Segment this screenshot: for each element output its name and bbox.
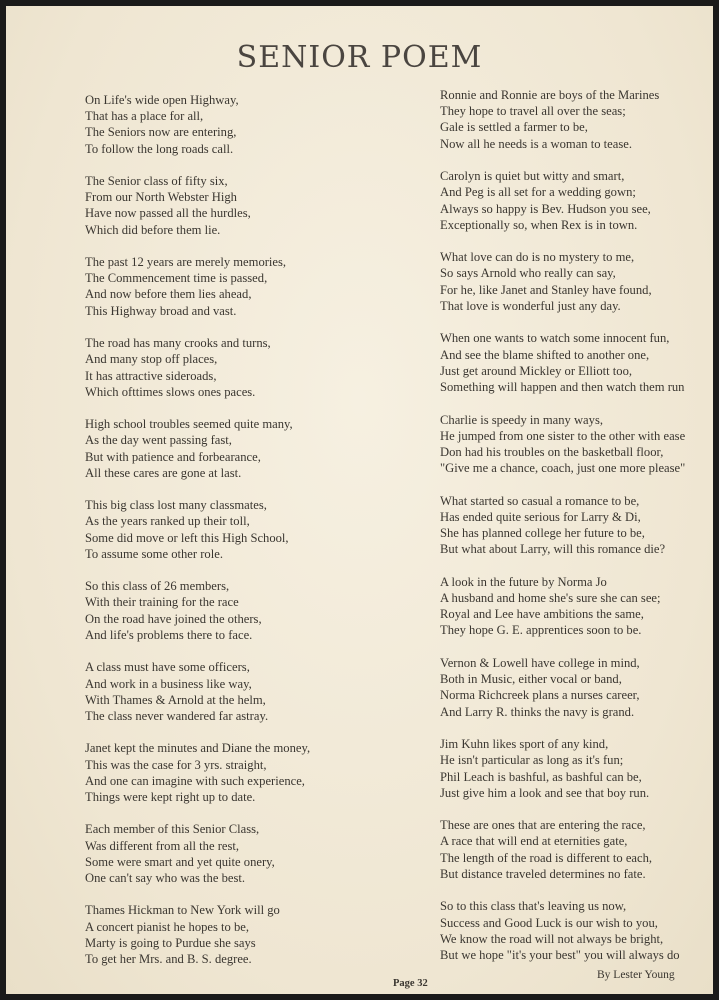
yearbook-page [6, 6, 713, 994]
poem-line: Janet kept the minutes and Diane the money, [85, 741, 311, 756]
poem-line: And Peg is all set for a wedding gown; [440, 185, 636, 200]
poem-line: So this class of 26 members, [85, 579, 230, 594]
poem-line: She has planned college her future to be, [440, 526, 645, 541]
poem-line: And many stop off places, [85, 352, 218, 367]
stanza [440, 574, 713, 639]
poem-line: When one wants to watch some innocent fun, [440, 331, 670, 346]
poem-line: This Highway broad and vast. [85, 303, 237, 318]
poem-line: So says Arnold who really can say, [440, 266, 616, 281]
poem-line: Just get around Mickley or Elliott too, [440, 363, 633, 378]
poem-line: A race that will end at eternities gate, [440, 834, 628, 849]
stanza [440, 168, 713, 233]
poem-line: Marty is going to Purdue she says [85, 935, 256, 950]
poem-line: But what about Larry, will this romance die? [440, 542, 666, 557]
stanza [85, 659, 375, 724]
poem-line: As the day went passing fast, [85, 433, 232, 448]
poem-line: And work in a business like way, [85, 676, 252, 691]
poem-line: On Life's wide open Highway, [85, 93, 239, 107]
poem-line: That has a place for all, [85, 109, 204, 124]
poem-line: It has attractive sideroads, [85, 368, 217, 383]
poem-line: As the years ranked up their toll, [85, 514, 250, 529]
poem-line: Carolyn is quiet but witty and smart, [440, 169, 625, 184]
poem-line: Vernon & Lowell have college in mind, [440, 655, 640, 670]
page-number: Page 32 [393, 978, 428, 989]
poem-line: With their training for the race [85, 595, 239, 610]
poem-line: All these cares are gone at last. [85, 465, 242, 480]
stanza [85, 740, 375, 805]
poem-line: Which ofttimes slows ones paces. [85, 384, 256, 399]
poem-line: From our North Webster High [85, 190, 237, 205]
poem-line: The Senior class of fifty six, [85, 174, 228, 189]
poem-line: A husband and home she's sure she can see; [440, 591, 661, 606]
poem-line: The Seniors now are entering, [85, 125, 237, 140]
poem-line: Don had his troubles on the basketball floor, [440, 444, 664, 459]
poem-line: This big class lost many classmates, [85, 498, 267, 513]
poem-line: To follow the long roads call. [85, 141, 234, 156]
right-column [440, 87, 713, 980]
poem-line: And now before them lies ahead, [85, 287, 252, 302]
poem-line: For he, like Janet and Stanley have found, [440, 282, 652, 297]
poem-line: On the road have joined the others, [85, 611, 262, 626]
poem-line: Have now passed all the hurdles, [85, 206, 251, 221]
poem-line: A concert pianist he hopes to be, [85, 919, 250, 934]
stanza [440, 493, 713, 558]
stanza [440, 87, 713, 152]
poem-line: Gale is settled a farmer to be, [440, 120, 588, 135]
stanza [440, 898, 713, 963]
stanza [85, 821, 375, 886]
stanza [85, 416, 375, 481]
poem-line: He jumped from one sister to the other with ease [440, 428, 686, 443]
poem-line: The past 12 years are merely memories, [85, 255, 287, 270]
poem-line: Just give him a look and see that boy run. [440, 785, 650, 800]
poem-line: Success and Good Luck is our wish to you, [440, 915, 658, 930]
poem-line: Now all he needs is a woman to tease. [440, 136, 632, 151]
poem-title: SENIOR POEM [236, 40, 483, 75]
stanza [85, 92, 375, 157]
stanza [440, 736, 713, 801]
stanza [440, 655, 713, 720]
poem-line: With Thames & Arnold at the helm, [85, 692, 266, 707]
poem-line: He isn't particular as long as it's fun; [440, 753, 624, 768]
poem-line: To get her Mrs. and B. S. degree. [85, 952, 252, 967]
poem-line: Always so happy is Bev. Hudson you see, [440, 201, 651, 216]
stanza [440, 817, 713, 882]
poem-line: The road has many crooks and turns, [85, 336, 271, 351]
poem-line: They hope G. E. apprentices soon to be. [440, 623, 642, 638]
poem-line: Ronnie and Ronnie are boys of the Marines [440, 88, 660, 102]
poem-line: This was the case for 3 yrs. straight, [85, 757, 267, 772]
poem-line: Royal and Lee have ambitions the same, [440, 607, 644, 622]
poem-line: And see the blame shifted to another one, [440, 347, 650, 362]
poem-line: And Larry R. thinks the navy is grand. [440, 704, 635, 719]
stanza [85, 578, 375, 643]
poem-line: We know the road will not always be bright, [440, 931, 664, 946]
poem-line: Thames Hickman to New York will go [85, 903, 280, 918]
stanza [85, 335, 375, 400]
poem-line: Both in Music, either vocal or band, [440, 672, 622, 687]
poem-line: Norma Richcreek plans a nurses career, [440, 688, 640, 703]
poem-line: And one can imagine with such experience, [85, 773, 305, 788]
poem-line: Has ended quite serious for Larry & Di, [440, 509, 641, 524]
poem-line: They hope to travel all over the seas; [440, 104, 626, 119]
poem-line: But distance traveled determines no fate. [440, 866, 646, 881]
poem-line: So to this class that's leaving us now, [440, 899, 627, 914]
poem-line: To assume some other role. [85, 546, 223, 561]
poem-line: A class must have some officers, [85, 660, 250, 675]
poem-line: Some were smart and yet quite onery, [85, 854, 275, 869]
stanza [85, 173, 375, 238]
poem-line: But with patience and forbearance, [85, 449, 261, 464]
stanza [440, 330, 713, 395]
poem-line: Each member of this Senior Class, [85, 822, 260, 837]
stanza [85, 254, 375, 319]
stanza [85, 497, 375, 562]
poem-line: And life's problems there to face. [85, 627, 253, 642]
poem-line: Something will happen and then watch them run [440, 379, 685, 394]
poem-line: The Commencement time is passed, [85, 271, 268, 286]
author-credit: By Lester Young [597, 969, 675, 981]
poem-line: One can't say who was the best. [85, 870, 245, 885]
poem-line: Jim Kuhn likes sport of any kind, [440, 737, 609, 752]
poem-line: The class never wandered far astray. [85, 708, 269, 723]
poem-line: A look in the future by Norma Jo [440, 574, 607, 589]
poem-line: But we hope "it's your best" you will always do [440, 947, 680, 962]
stanza [440, 412, 713, 477]
poem-line: Some did move or left this High School, [85, 530, 289, 545]
poem-line: High school troubles seemed quite many, [85, 417, 293, 432]
poem-line: What started so casual a romance to be, [440, 493, 640, 508]
stanza [85, 902, 375, 967]
poem-line: The length of the road is different to each, [440, 850, 653, 865]
poem-line: Charlie is speedy in many ways, [440, 412, 603, 427]
poem-line: Which did before them lie. [85, 222, 221, 237]
poem-line: "Give me a chance, coach, just one more please" [440, 461, 686, 476]
stanza [440, 249, 713, 314]
poem-line: Phil Leach is bashful, as bashful can be, [440, 769, 642, 784]
poem-line: That love is wonderful just any day. [440, 298, 621, 313]
poem-line: What love can do is no mystery to me, [440, 250, 635, 265]
poem-line: These are ones that are entering the race, [440, 818, 646, 833]
poem-line: Exceptionally so, when Rex is in town. [440, 217, 638, 232]
poem-line: Was different from all the rest, [85, 838, 240, 853]
left-column [85, 92, 375, 984]
poem-line: Things were kept right up to date. [85, 789, 256, 804]
